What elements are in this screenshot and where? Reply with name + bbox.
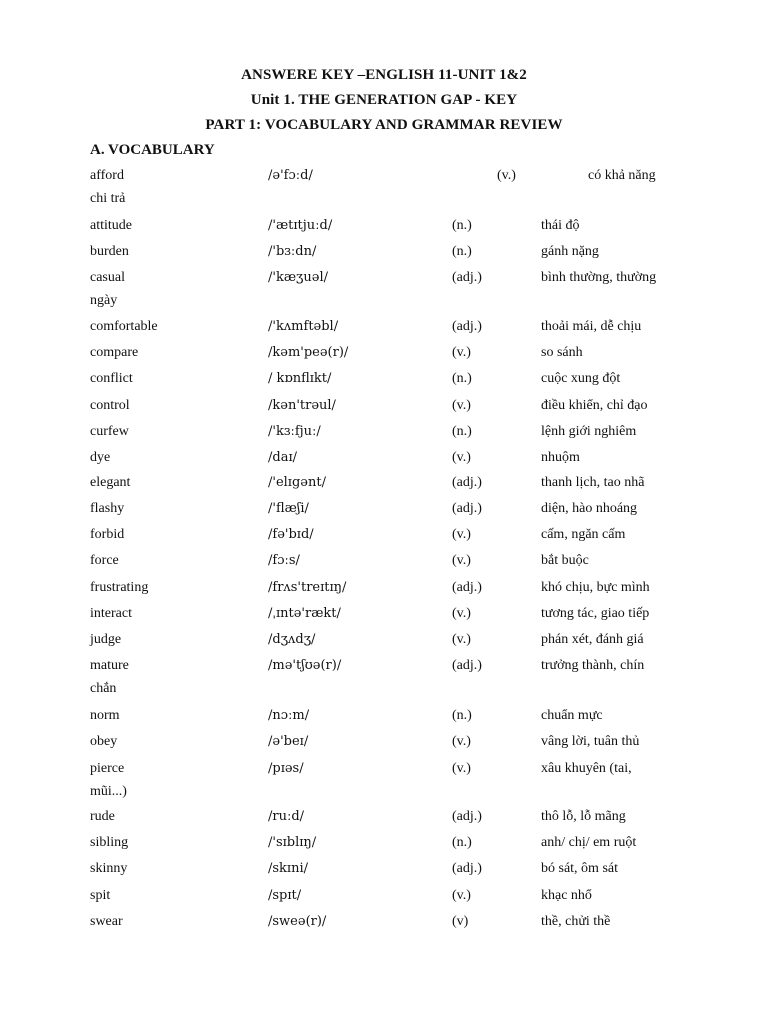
vocab-part-of-speech: (v.) [452,398,471,413]
vocab-word: elegant [90,475,131,490]
vocab-word: norm [90,708,120,723]
part-title: PART 1: VOCABULARY AND GRAMMAR REVIEW [205,117,563,133]
vocab-word: skinny [90,861,128,876]
vocab-pronunciation: /kən'trəul/ [268,398,336,413]
vocab-part-of-speech: (v.) [497,168,516,183]
vocab-word: control [90,398,130,413]
vocab-meaning: chuẩn mực [541,708,603,723]
vocab-part-of-speech: (n.) [452,244,472,259]
vocab-word: attitude [90,218,132,233]
vocab-word: spit [90,888,111,903]
vocab-pronunciation: /'ætɪtjuːd/ [268,218,333,233]
vocab-word: judge [90,632,122,647]
vocab-pronunciation: /dʒʌdʒ/ [268,632,316,647]
vocab-word: dye [90,450,111,465]
vocab-row [0,888,768,908]
vocab-meaning: xâu khuyên (tai, [541,761,632,776]
vocab-word: frustrating [90,580,149,595]
vocab-part-of-speech: (v.) [452,888,471,903]
vocab-pronunciation: /'kɜːfjuː/ [268,424,321,439]
vocab-pronunciation: /daɪ/ [268,450,297,465]
vocab-meaning: thô lỗ, lỗ mãng [541,809,626,824]
vocab-meaning: thoải mái, dễ chịu [541,319,642,334]
vocab-meaning: cấm, ngăn cấm [541,527,626,542]
vocab-word: sibling [90,835,129,850]
vocab-pronunciation: /fə'bɪd/ [268,527,314,542]
vocab-part-of-speech: (adj.) [452,475,482,490]
vocab-pronunciation: /sweə(r)/ [268,914,327,929]
vocab-meaning: khạc nhổ [541,888,592,903]
vocab-meaning: so sánh [541,345,583,360]
vocab-pronunciation: /'elɪgənt/ [268,475,326,490]
vocab-meaning: nhuộm [541,450,580,465]
vocab-word: comfortable [90,319,158,334]
vocab-meaning: điều khiển, chỉ đạo [541,398,648,413]
vocab-word: forbid [90,527,125,542]
vocab-pronunciation: /'sɪblɪŋ/ [268,835,317,850]
vocab-meaning: anh/ chị/ em ruột [541,835,637,850]
vocab-row [0,708,768,728]
vocab-word: burden [90,244,129,259]
vocab-row [0,475,768,495]
vocab-part-of-speech: (adj.) [452,319,482,334]
vocab-row [0,761,768,781]
vocab-part-of-speech: (adj.) [452,270,482,285]
vocab-pronunciation: /fɔːs/ [268,553,300,568]
vocab-word: obey [90,734,118,749]
vocab-part-of-speech: (adj.) [452,580,482,595]
vocab-row [0,527,768,547]
vocab-word: casual [90,270,125,285]
vocab-meaning: gánh nặng [541,244,599,259]
vocab-pronunciation: /ruːd/ [268,809,305,824]
vocab-part-of-speech: (adj.) [452,501,482,516]
vocab-row [0,168,768,188]
vocab-meaning: phán xét, đánh giá [541,632,644,647]
vocab-part-of-speech: (adj.) [452,658,482,673]
vocab-meaning: thanh lịch, tao nhã [541,475,645,490]
vocab-word: flashy [90,501,125,516]
vocab-pronunciation: /kəm'peə(r)/ [268,345,349,360]
vocab-pronunciation: /spɪt/ [268,888,302,903]
vocab-part-of-speech: (v.) [452,345,471,360]
vocab-part-of-speech: (adj.) [452,861,482,876]
vocab-meaning: lệnh giới nghiêm [541,424,637,439]
vocab-meaning-continuation: ngày [90,293,118,308]
vocab-meaning-continuation: chi trả [90,191,126,206]
vocab-meaning: khó chịu, bực mình [541,580,650,595]
vocab-word: compare [90,345,139,360]
vocab-pronunciation: /ə'beɪ/ [268,734,309,749]
vocab-pronunciation: /skɪni/ [268,861,308,876]
vocab-pronunciation: /frʌs'treɪtɪŋ/ [268,580,347,595]
vocab-part-of-speech: (n.) [452,835,472,850]
vocab-pronunciation: /nɔːm/ [268,708,310,723]
vocab-row [0,371,768,391]
vocab-row [0,553,768,573]
vocab-meaning: có khả năng [588,168,656,183]
vocab-row [0,809,768,829]
vocab-word: mature [90,658,129,673]
vocab-word: pierce [90,761,125,776]
vocab-meaning: bắt buộc [541,553,589,568]
vocab-word: swear [90,914,123,929]
vocab-pronunciation: /'bɜːdn/ [268,244,317,259]
vocab-row [0,606,768,626]
vocab-pronunciation: /ə'fɔːd/ [268,168,313,183]
vocab-row [0,861,768,881]
vocab-word: force [90,553,119,568]
vocab-meaning: tương tác, giao tiếp [541,606,650,621]
vocab-row [0,244,768,264]
vocab-part-of-speech: (v.) [452,553,471,568]
vocab-pronunciation: /pɪəs/ [268,761,304,776]
vocab-meaning: thái độ [541,218,580,233]
vocab-word: afford [90,168,124,183]
section-title: A. VOCABULARY [90,142,215,158]
vocab-pronunciation: /ˌɪntə'rækt/ [268,606,341,621]
vocab-row [0,501,768,521]
vocab-meaning: cuộc xung đột [541,371,621,386]
vocab-meaning-continuation: mũi...) [90,784,127,799]
vocab-row [0,270,768,290]
vocab-row [0,450,768,470]
vocab-row [0,319,768,339]
vocab-part-of-speech: (v.) [452,450,471,465]
vocab-meaning: bó sát, ôm sát [541,861,618,876]
vocab-meaning: trưởng thành, chín [541,658,645,673]
vocab-pronunciation: /mə'tʃʊə(r)/ [268,658,342,673]
vocab-part-of-speech: (v.) [452,734,471,749]
vocab-part-of-speech: (n.) [452,708,472,723]
vocab-pronunciation: /'kæʒuəl/ [268,270,328,285]
vocab-part-of-speech: (n.) [452,424,472,439]
vocab-row [0,734,768,754]
vocab-pronunciation: /'kʌmftəbl/ [268,319,339,334]
vocab-meaning: diện, hào nhoáng [541,501,638,516]
vocab-part-of-speech: (n.) [452,218,472,233]
unit-title: Unit 1. THE GENERATION GAP - KEY [250,92,518,108]
vocab-word: conflict [90,371,133,386]
vocab-pronunciation: / kɒnflɪkt/ [268,371,332,386]
vocab-row [0,835,768,855]
vocab-row [0,345,768,365]
vocab-part-of-speech: (v.) [452,761,471,776]
vocab-part-of-speech: (v.) [452,606,471,621]
document-title: ANSWERE KEY –ENGLISH 11-UNIT 1&2 [241,67,527,83]
vocab-meaning: vâng lời, tuân thủ [541,734,640,749]
vocab-row [0,658,768,678]
vocab-row [0,424,768,444]
vocab-row [0,218,768,238]
vocab-part-of-speech: (n.) [452,371,472,386]
vocab-meaning-continuation: chắn [90,681,117,696]
vocab-part-of-speech: (adj.) [452,809,482,824]
vocab-word: interact [90,606,132,621]
vocab-part-of-speech: (v.) [452,632,471,647]
vocab-row [0,398,768,418]
vocab-word: rude [90,809,115,824]
vocab-part-of-speech: (v.) [452,527,471,542]
vocab-word: curfew [90,424,129,439]
vocab-meaning: thề, chửi thề [541,914,611,929]
vocab-row [0,914,768,934]
vocab-meaning: bình thường, thường [541,270,657,285]
vocab-row [0,632,768,652]
vocab-row [0,580,768,600]
vocab-pronunciation: /'flæʃi/ [268,501,309,516]
vocab-part-of-speech: (v) [452,914,469,929]
